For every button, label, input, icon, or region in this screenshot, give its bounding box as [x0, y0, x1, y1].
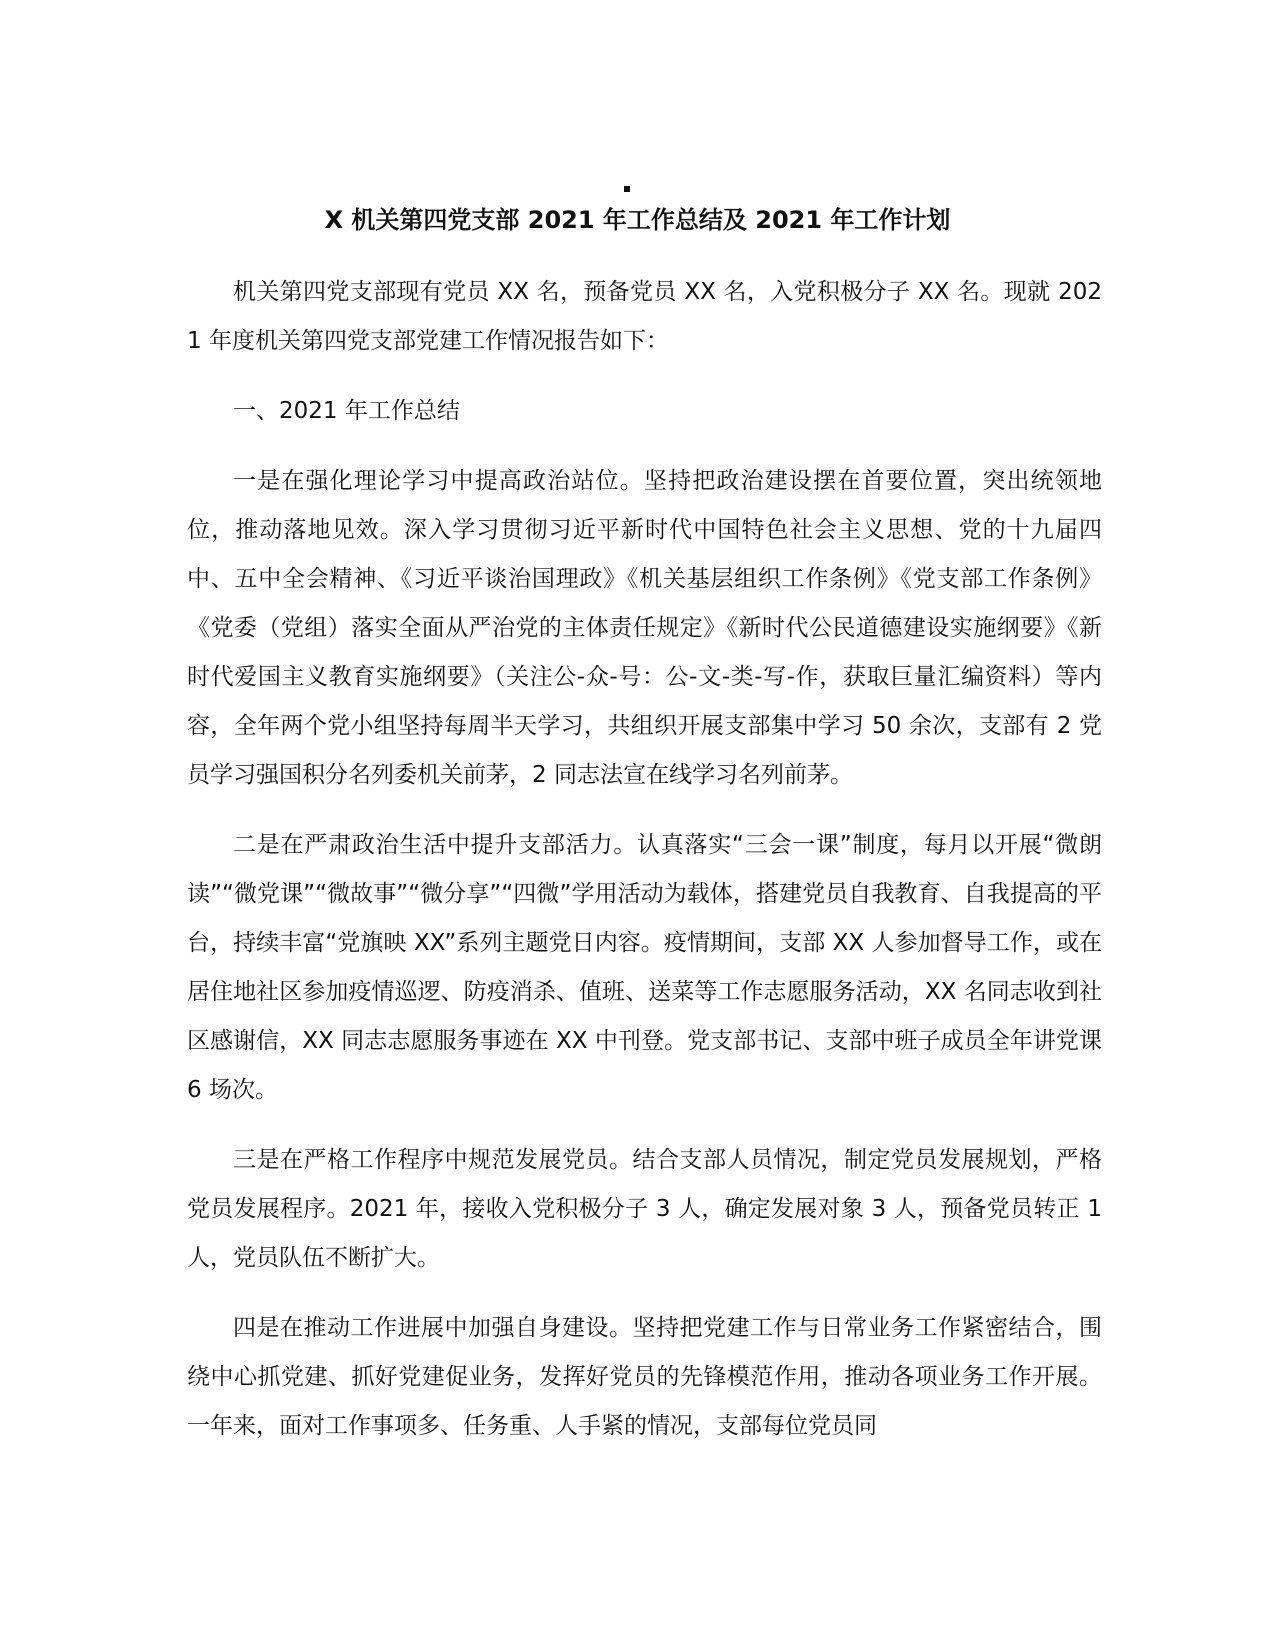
paragraph-member-development: 三是在严格工作程序中规范发展党员。结合支部人员情况，制定党员发展规划，严格党员发展程序。2021 年，接收入党积极分子 3 人，确定发展对象 3 人，预备党员转正 1 人，党员队伍不断扩大。 — [187, 1147, 1102, 1271]
paragraph-theory-study: 一是在强化理论学习中提高政治站位。坚持把政治建设摆在首要位置，突出统领地位，推动落地见效。深入学习贯彻习近平新时代中国特色社会主义思想、党的十九届四中、五中全会精神、《习近平谈治国理政》《机关基层组织工作条例》《党支部工作条例》《党委（党组）落实全面从严治党的主体责任规定》《新时代公民道德建设实施纲要》《新时代爱国主义教育实施纲要》（关注公-众-号：公-文-类-写-作，获取巨量汇编资料）等内容，全年两个党小组坚持每周半天学习，共组织开展支部集中学习 50 余次，支部有 2 党员学习强国积分名列委机关前茅，2 同志法宣在线学习名列前茅。 — [187, 468, 1102, 788]
header-dot — [624, 186, 630, 192]
section-heading-summary: 一、2021 年工作总结 — [233, 398, 460, 424]
document-body — [187, 268, 1102, 1472]
paragraph-political-life: 二是在严肃政治生活中提升支部活力。认真落实“三会一课”制度，每月以开展“微朗读”“微党课”“微故事”“微分享”“四微”学用活动为载体，搭建党员自我教育、自我提高的平台，持续丰富“党旗映 XX”系列主题党日内容。疫情期间，支部 XX 人参加督导工作，或在居住地社区参加疫情巡逻、防疫消杀、值班、送菜等工作志愿服务活动，XX 名同志收到社区感谢信，XX 同志志愿服务事迹在 XX 中刊登。党支部书记、支部中班子成员全年讲党课 6 场次。 — [187, 832, 1102, 1103]
document-title: X 机关第四党支部 2021 年工作总结及 2021 年工作计划 — [324, 206, 951, 234]
paragraph-self-building: 四是在推动工作进展中加强自身建设。坚持把党建工作与日常业务工作紧密结合，围绕中心抓党建、抓好党建促业务，发挥好党员的先锋模范作用，推动各项业务工作开展。一年来，面对工作事项多、任务重、人手紧的情况，支部每位党员同 — [187, 1315, 1102, 1439]
paragraph-intro: 机关第四党支部现有党员 XX 名，预备党员 XX 名，入党积极分子 XX 名。现就 2021 年度机关第四党支部党建工作情况报告如下： — [187, 279, 1102, 354]
